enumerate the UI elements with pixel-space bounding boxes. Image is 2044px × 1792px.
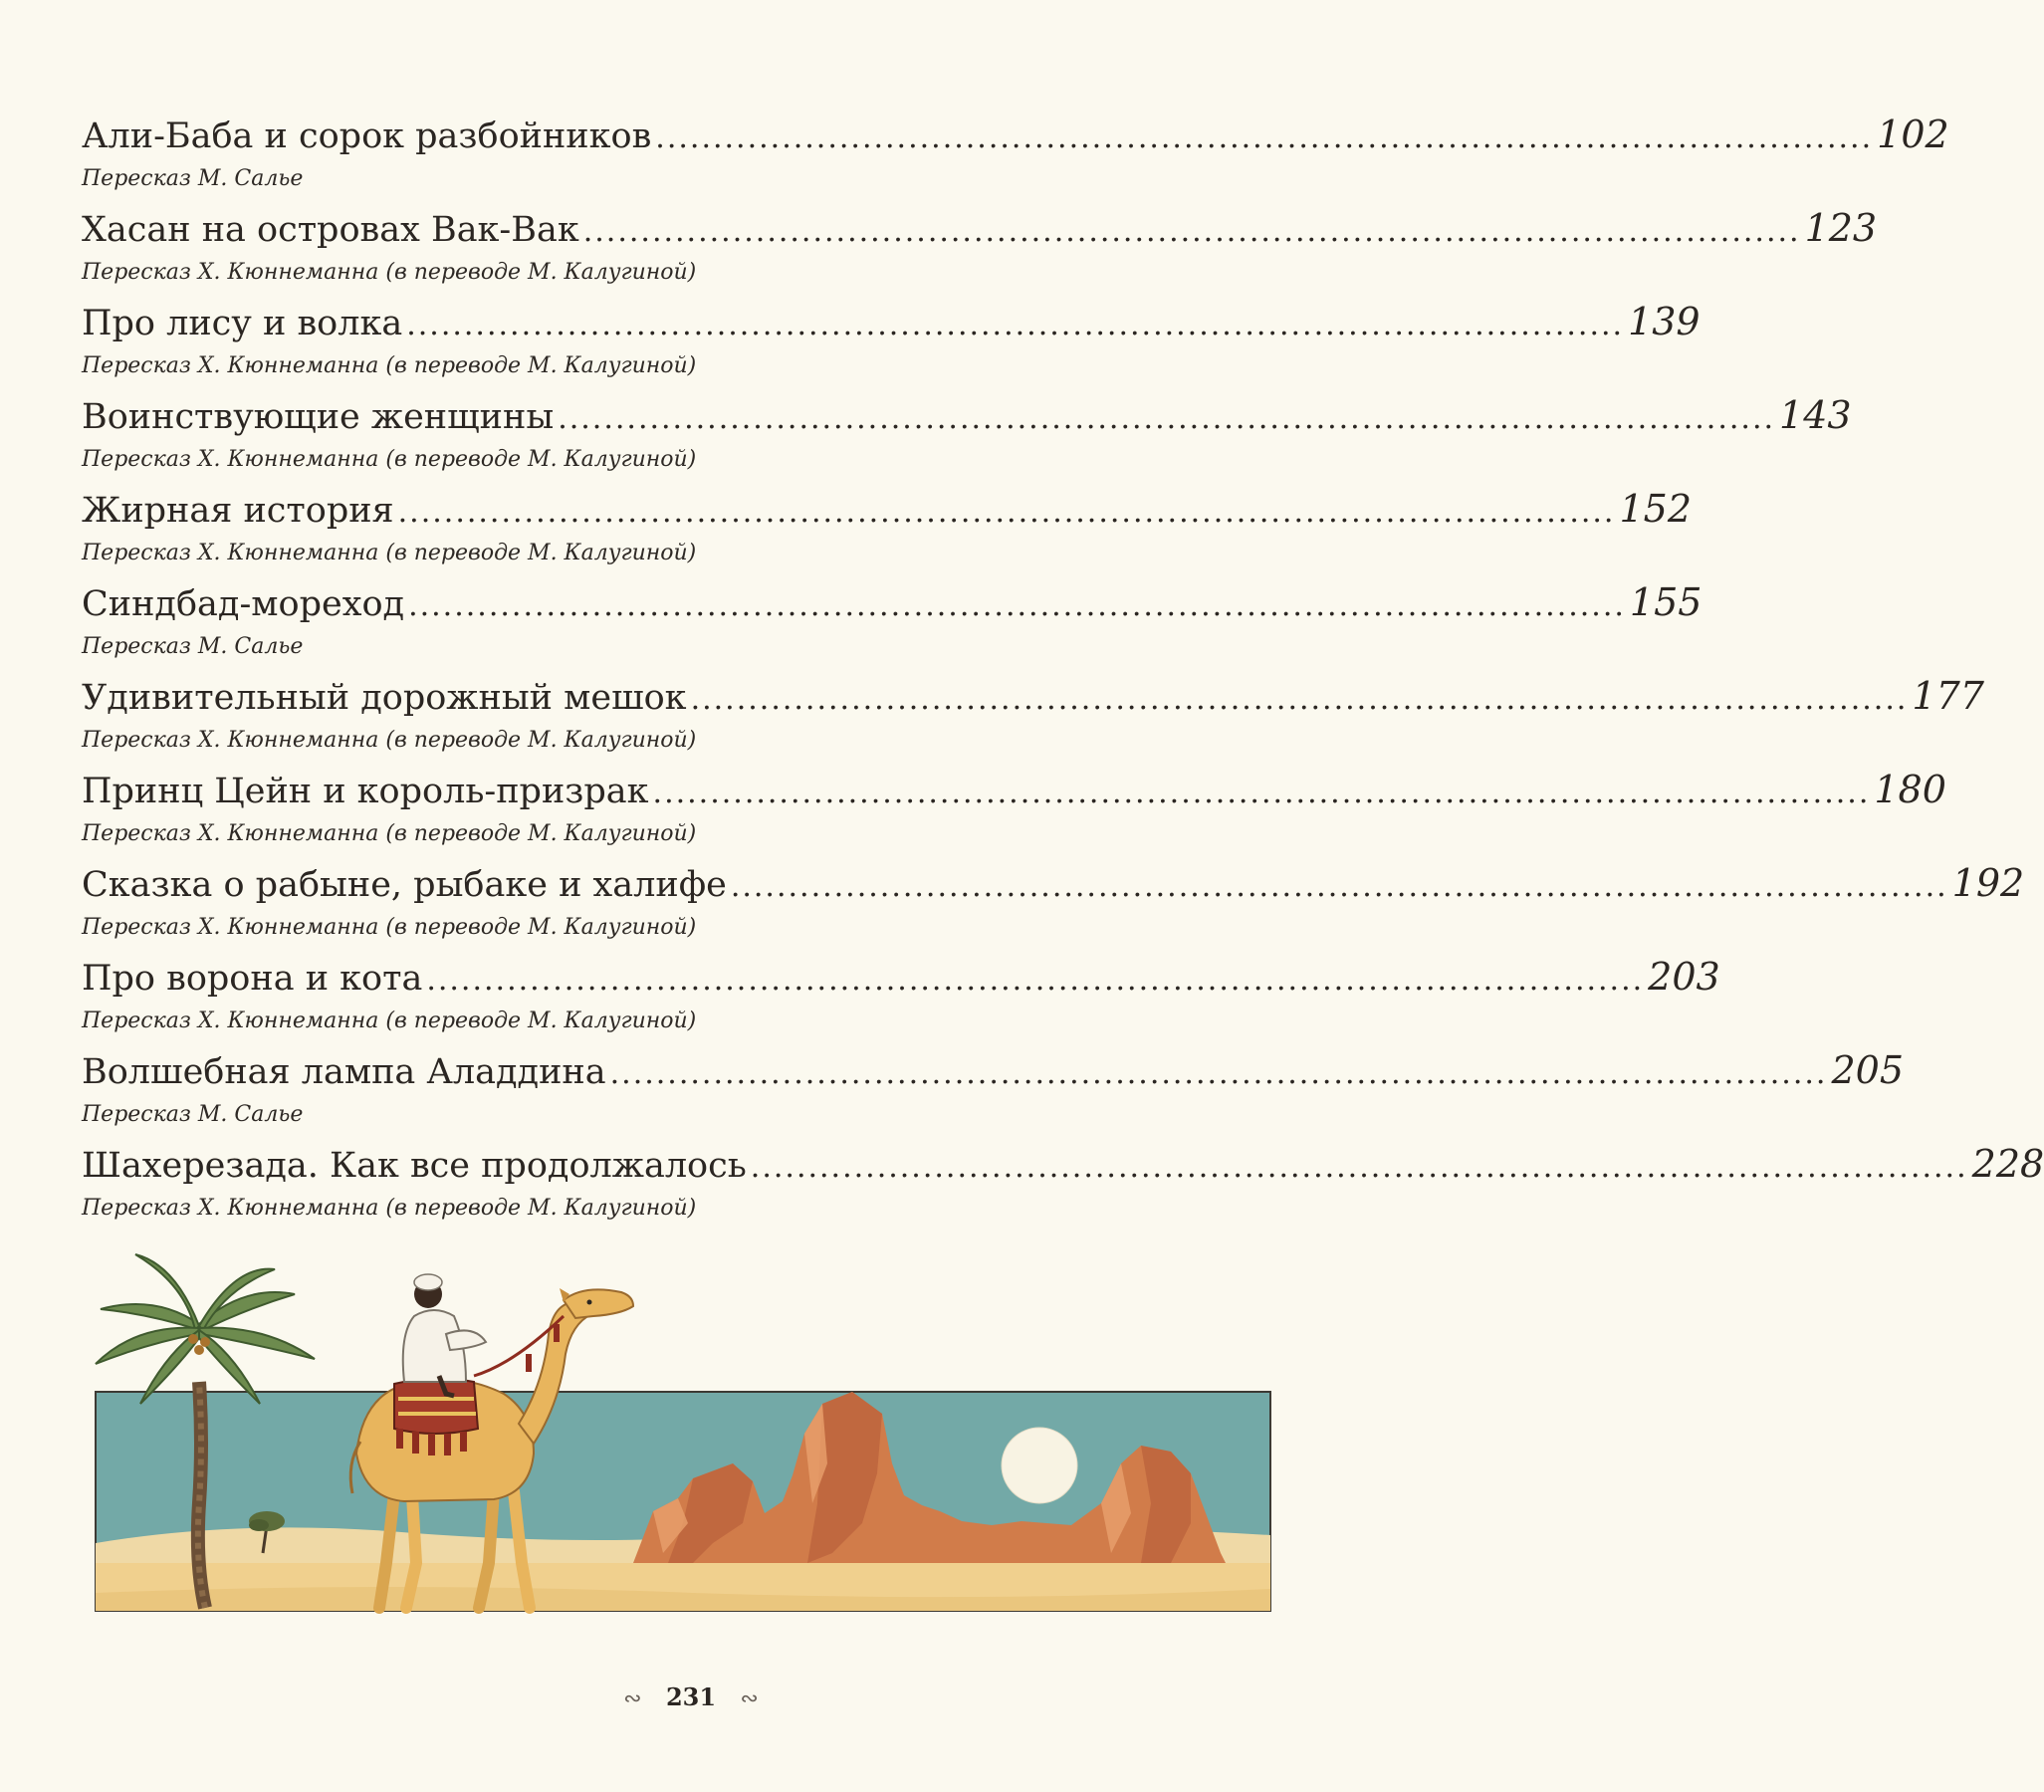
table-of-contents: [82, 112, 2044, 1234]
entry-page-number[interactable]: 177: [1912, 674, 1984, 718]
desert-camel-illustration: [96, 1264, 1270, 1638]
entry-credit: Пересказ Х. Кюннеманна (в переводе М. Калугиной): [82, 821, 697, 846]
entry-page-number[interactable]: 203: [1648, 955, 1720, 999]
toc-entry[interactable]: [82, 767, 1946, 860]
toc-entry[interactable]: [82, 954, 1720, 1047]
entry-page-number[interactable]: 205: [1831, 1048, 1904, 1092]
dot-leader: ..........................................................................................................: [652, 776, 1871, 810]
toc-entry[interactable]: [82, 579, 1703, 673]
dot-leader: ..........................................................................................................: [397, 495, 1616, 530]
entry-credit: Пересказ Х. Кюннеманна (в переводе М. Калугиной): [82, 1196, 697, 1221]
entry-title[interactable]: Про лису и волка: [82, 304, 403, 343]
entry-credit: Пересказ М. Салье: [82, 634, 304, 659]
entry-title[interactable]: Удивительный дорожный мешок: [82, 678, 687, 718]
rider: [403, 1274, 486, 1396]
entry-page-number[interactable]: 155: [1629, 580, 1703, 624]
entry-title[interactable]: Принц Цейн и король-призрак: [82, 772, 649, 811]
entry-page-number[interactable]: 123: [1804, 206, 1878, 250]
entry-credit: Пересказ Х. Кюннеманна (в переводе М. Калугиной): [82, 541, 697, 565]
toc-entry[interactable]: [82, 112, 1949, 205]
entry-credit: Пересказ М. Салье: [82, 1102, 304, 1127]
entry-title[interactable]: Про ворона и кота: [82, 959, 423, 999]
entry-credit: Пересказ Х. Кюннеманна (в переводе М. Калугиной): [82, 728, 697, 753]
entry-title[interactable]: Жирная история: [82, 491, 394, 531]
dot-leader: ..........................................................................................................: [609, 1056, 1828, 1091]
entry-page-number[interactable]: 152: [1619, 487, 1693, 531]
entry-credit: Пересказ Х. Кюннеманна (в переводе М. Калугиной): [82, 260, 697, 285]
entry-title[interactable]: Волшебная лампа Аладдина: [82, 1052, 606, 1092]
page-footer: [0, 1682, 1382, 1711]
sun: [1002, 1428, 1077, 1503]
dot-leader: ..........................................................................................................: [655, 120, 1874, 155]
entry-page-number[interactable]: 192: [1951, 861, 2025, 905]
entry-page-number[interactable]: 102: [1877, 112, 1949, 156]
entry-credit: Пересказ Х. Кюннеманна (в переводе М. Калугиной): [82, 447, 697, 472]
toc-entry[interactable]: [82, 1141, 2044, 1234]
dot-leader: ..........................................................................................................: [730, 869, 1948, 904]
entry-page-number[interactable]: 139: [1628, 300, 1701, 343]
dot-leader: ..........................................................................................................: [690, 682, 1909, 717]
entry-credit: Пересказ Х. Кюннеманна (в переводе М. Калугиной): [82, 353, 697, 378]
entry-credit: Пересказ Х. Кюннеманна (в переводе М. Калугиной): [82, 1008, 697, 1033]
ornament-right-icon: ∾: [740, 1686, 759, 1711]
ornament-left-icon: ∾: [623, 1686, 642, 1711]
toc-entry[interactable]: [82, 1047, 1904, 1141]
entry-title[interactable]: Синдбад-мореход: [82, 584, 405, 624]
dot-leader: ..........................................................................................................: [406, 308, 1625, 342]
toc-entry[interactable]: [82, 392, 1852, 486]
entry-title[interactable]: Сказка о рабыне, рыбаке и халифе: [82, 865, 727, 905]
dot-leader: ..........................................................................................................: [426, 963, 1645, 998]
toc-entry[interactable]: [82, 860, 2025, 954]
entry-title[interactable]: Али-Баба и сорок разбойников: [82, 116, 652, 156]
entry-credit: Пересказ М. Салье: [82, 166, 304, 191]
entry-page-number[interactable]: 143: [1779, 393, 1852, 437]
dot-leader: ..........................................................................................................: [750, 1150, 1968, 1185]
entry-title[interactable]: Воинствующие женщины: [82, 397, 555, 437]
entry-title[interactable]: Хасан на островах Вак-Вак: [82, 210, 579, 250]
page-number: 231: [665, 1682, 717, 1711]
toc-entry[interactable]: [82, 486, 1693, 579]
entry-page-number[interactable]: 228: [1971, 1142, 2044, 1186]
toc-entry[interactable]: [82, 673, 1984, 767]
dot-leader: ..........................................................................................................: [558, 401, 1776, 436]
toc-entry[interactable]: [82, 299, 1701, 392]
entry-page-number[interactable]: 180: [1874, 768, 1946, 811]
entry-title[interactable]: Шахерезада. Как все продолжалось: [82, 1146, 747, 1186]
toc-entry[interactable]: [82, 205, 1878, 299]
entry-credit: Пересказ Х. Кюннеманна (в переводе М. Калугиной): [82, 915, 697, 940]
dot-leader: ..........................................................................................................: [408, 588, 1626, 623]
dot-leader: ..........................................................................................................: [582, 214, 1801, 249]
